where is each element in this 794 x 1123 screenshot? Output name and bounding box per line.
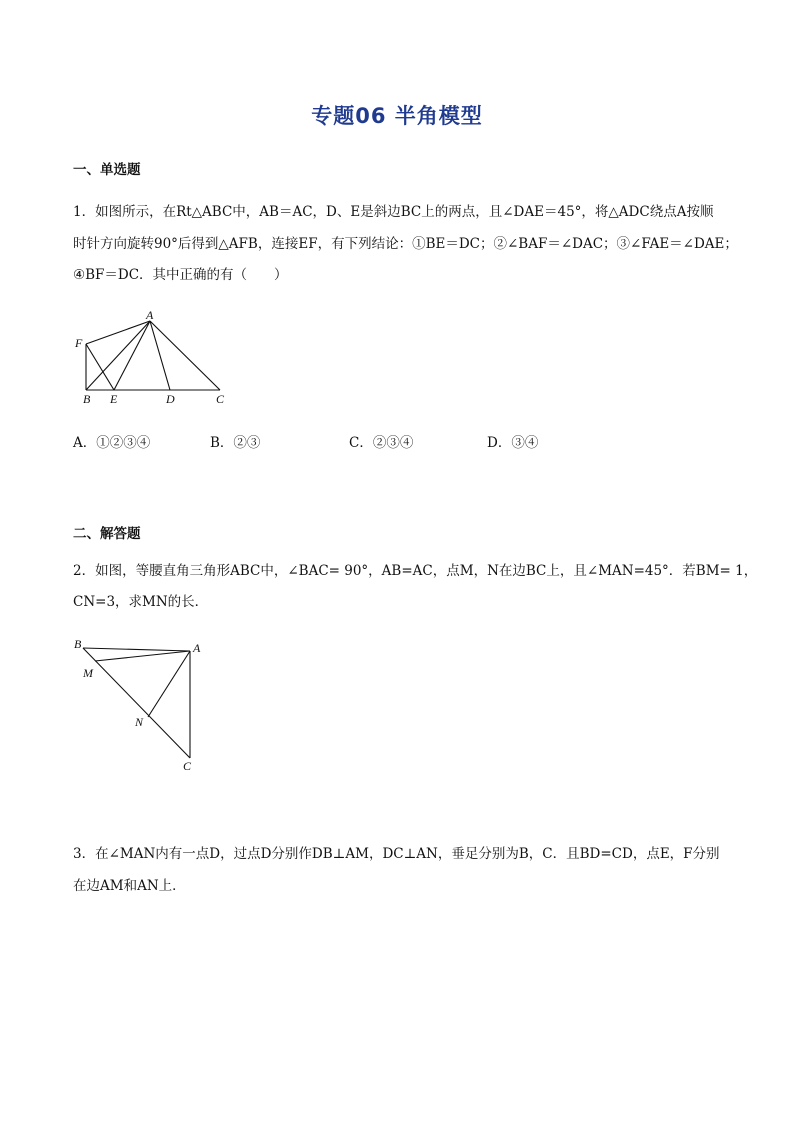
label-f: F bbox=[75, 336, 83, 350]
label-e: E bbox=[110, 392, 118, 406]
option-c: C．②③④ bbox=[349, 435, 414, 451]
label-b: B bbox=[83, 392, 91, 406]
label-n: N bbox=[135, 715, 144, 729]
segment-ba bbox=[83, 648, 190, 651]
label-c: C bbox=[183, 759, 192, 773]
label-m: M bbox=[83, 666, 93, 680]
segment-an bbox=[148, 651, 190, 717]
question-3-line-1: 3．在∠MAN内有一点D，过点D分别作DB⊥AM，DC⊥AN，垂足分别为B，C．且BD=CD，点E，F分别 bbox=[73, 846, 720, 862]
question-1-figure bbox=[70, 305, 240, 410]
label-d: D bbox=[166, 392, 175, 406]
label-a: A bbox=[193, 641, 201, 655]
label-c: C bbox=[216, 392, 225, 406]
question-2-line-1: 2．如图，等腰直角三角形ABC中，∠BAC= 90°，AB=AC，点M，N在边BC上，且∠MAN=45°．若BM= 1， bbox=[73, 563, 758, 579]
question-1-line-1: 1．如图所示，在Rt△ABC中，AB＝AC，D、E是斜边BC上的两点，且∠DAE＝45°，将△ADC绕点A按顺 bbox=[73, 204, 714, 220]
label-b: B bbox=[74, 637, 82, 651]
section-heading-solution: 二、解答题 bbox=[73, 526, 141, 542]
question-1-line-2: 时针方向旋转90°后得到△AFB，连接EF，有下列结论：①BE＝DC；②∠BAF＝∠DAC；③∠FAE＝∠DAE； bbox=[73, 236, 738, 252]
segment-fe bbox=[86, 344, 114, 390]
option-d: D．③④ bbox=[487, 435, 539, 451]
segment-ae bbox=[114, 321, 150, 390]
question-1-line-3: ④BF＝DC．其中正确的有（ ） bbox=[73, 267, 288, 283]
option-a: A．①②③④ bbox=[73, 435, 151, 451]
segment-bc bbox=[83, 648, 190, 758]
page-title: 专题06 半角模型 bbox=[311, 104, 483, 128]
question-2-line-2: CN=3，求MN的长． bbox=[73, 594, 209, 610]
section-heading-single-choice: 一、单选题 bbox=[73, 162, 141, 178]
segment-ab bbox=[86, 321, 150, 390]
question-2-figure bbox=[68, 634, 208, 776]
question-3-line-2: 在边AM和AN上． bbox=[73, 878, 186, 894]
label-a: A bbox=[146, 308, 154, 322]
option-b: B．②③ bbox=[210, 435, 261, 451]
segment-am bbox=[95, 651, 190, 661]
